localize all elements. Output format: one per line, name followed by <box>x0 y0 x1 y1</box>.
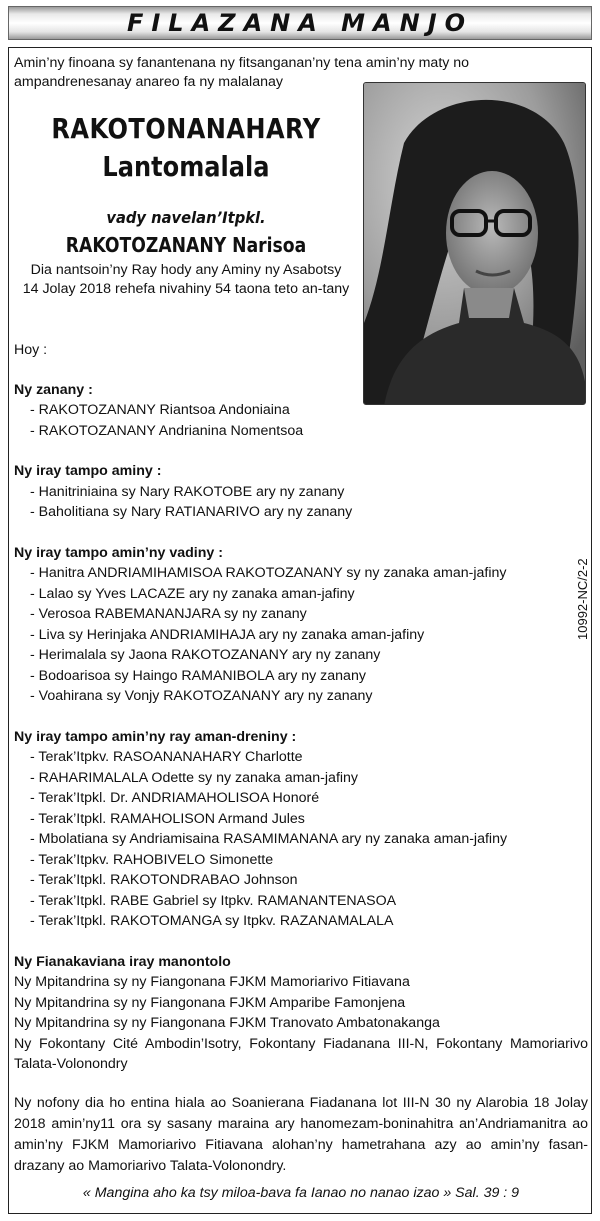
section-siblings <box>14 461 588 523</box>
family-line: Ny Mpitandrina sy ny Fiangonana FJKM Tranovato Ambatonakanga <box>14 1015 440 1031</box>
section-children <box>14 380 588 442</box>
list-item: - Terak’Itpkl. RAMAHOLISON Armand Jules <box>30 810 305 827</box>
list-item: - RAKOTOZANANY Andrianina Nomentsoa <box>30 422 304 439</box>
section-title: Ny iray tampo amin’ny vadiny : <box>14 544 223 561</box>
list-item: - Terak’Itpkl. RABE Gabriel sy Itpkv. RAMANANTENASOA <box>30 892 397 909</box>
death-line-2: 14 Jolay 2018 rehefa nivahiny 54 taona teto an-tany <box>22 281 350 297</box>
spouse-title: vady navelan’Itpkl. <box>106 208 266 227</box>
list-item: - Bodoarisoa sy Haingo RAMANIBOLA ary ny zanany <box>30 667 366 684</box>
intro-text: Amin’ny finoana sy fanantenana ny fitsanganan’ny tena amin’ny maty no ampandrenesanay anareo fa ny malalanay <box>14 55 470 90</box>
list-item: - Terak’Itpkl. RAKOTOMANGA sy Itpkv. RAZANAMALALA <box>30 913 394 929</box>
family-line: Ny Mpitandrina sy ny Fiangonana FJKM Mamoriarivo Fitiavana <box>14 974 410 990</box>
death-line-1: Dia nantsoin’ny Ray hody any Aminy ny Asabotsy <box>30 262 342 278</box>
hoy-label: Hoy : <box>14 342 48 358</box>
family-line: Ny Fokontany Cité Ambodin’Isotry, Fokontany Fiadanana III-N, Fokontany Mamoriarivo Talata-Volonondry <box>14 1035 588 1072</box>
list-item: - Mbolatiana sy Andriamisaina RASAMIMANANA ary ny zanaka aman-jafiny <box>30 831 508 847</box>
list-item: - Terak’Itpkl. Dr. ANDRIAMAHOLISOA Honoré <box>30 790 320 806</box>
list-item: - RAKOTOZANANY Riantsoa Andoniaina <box>30 402 290 418</box>
section-title: Ny zanany : <box>14 381 93 398</box>
section-title: Ny Fianakaviana iray manontolo <box>14 953 231 970</box>
list-item: - Terak’Itpkv. RASOANANAHARY Charlotte <box>30 749 303 765</box>
list-item: - Verosoa RABEMANANJARA sy ny zanany <box>30 606 307 622</box>
list-item: - Liva sy Herinjaka ANDRIAMIHAJA ary ny zanaka aman-jafiny <box>30 626 425 643</box>
notice-body <box>14 340 588 1177</box>
list-item: - Baholitiana sy Nary RATIANARIVO ary ny zanany <box>30 504 353 520</box>
banner-title: FILAZANA MANJO <box>126 9 474 37</box>
list-item: - Herimalala sy Jaona RAKOTOZANANY ary ny zanany <box>30 647 381 663</box>
list-item: - Terak’Itpkl. RAKOTONDRABAO Johnson <box>30 872 298 888</box>
list-item: - RAHARIMALALA Odette sy ny zanaka aman-jafiny <box>30 769 359 786</box>
funeral-details: Ny nofony dia ho entina hiala ao Soanierana Fiadanana lot III-N 30 ny Alarobia 18 Jolay 2018 amin’ny11 ora sy sasany maraina ary hanomezam-boninahitra an’Andriamanitra ao amin’ny FJKM Mamoriarivo Fitiavana alohan’ny hametrahana azy ao amin’ny fasan-drazany ao Mamoriarivo Talata-Volonondry. <box>14 1094 588 1174</box>
family-line: Ny Mpitandrina sy ny Fiangonana FJKM Amparibe Famonjena <box>14 994 406 1011</box>
section-title: Ny iray tampo amin’ny ray aman-dreniny : <box>14 728 297 745</box>
deceased-name-block <box>12 112 360 299</box>
list-item: - Hanitriniaina sy Nary RAKOTOBE ary ny zanany <box>30 483 345 500</box>
deceased-given-name: Lantomalala <box>102 150 270 183</box>
list-item: - Lalao sy Yves LACAZE ary ny zanaka aman-jafiny <box>30 585 355 602</box>
section-title: Ny iray tampo aminy : <box>14 463 162 479</box>
deceased-surname: RAKOTONANAHARY <box>51 112 321 145</box>
scripture-quote: « Mangina aho ka tsy miloa-bava fa Ianao no nanao izao » Sal. 39 : 9 <box>82 1185 520 1201</box>
list-item: - Hanitra ANDRIAMIHAMISOA RAKOTOZANANY sy ny zanaka aman-jafiny <box>30 565 507 581</box>
banner <box>8 6 592 40</box>
section-spouse-siblings <box>14 543 588 707</box>
list-item: - Voahirana sy Vonjy RAKOTOZANANY ary ny zanany <box>30 688 373 704</box>
reference-code: 10992-NC/2-2 <box>575 558 590 640</box>
section-parents-siblings <box>14 727 588 932</box>
list-item: - Terak’Itpkv. RAHOBIVELO Simonette <box>30 851 274 868</box>
death-announcement <box>12 261 360 299</box>
spouse-name: RAKOTOZANANY Narisoa <box>65 233 307 257</box>
section-family <box>14 952 588 1075</box>
